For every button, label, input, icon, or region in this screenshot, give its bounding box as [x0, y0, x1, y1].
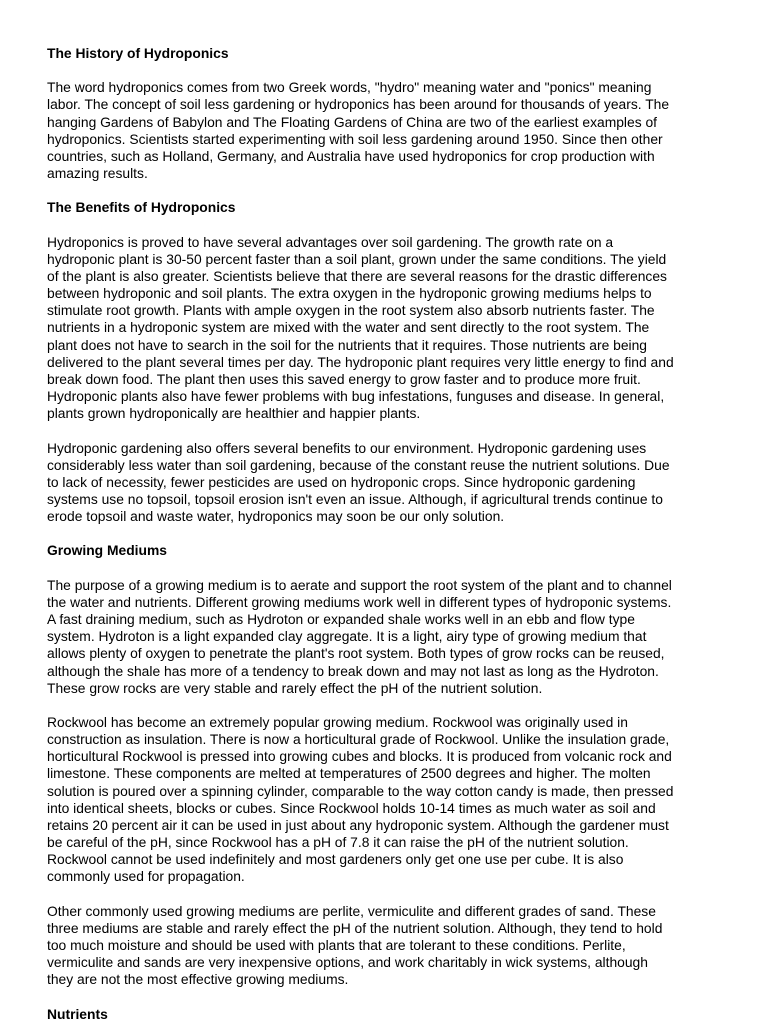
text-line: vermiculite and sands are very inexpensive options, and work charitably in wick systems, although: [47, 954, 648, 971]
text-line: Other commonly used growing mediums are perlite, vermiculite and different grades of sand. These: [47, 902, 656, 919]
text-line: nutrients in a hydroponic system are mixed with the water and sent directly to the root system. The: [47, 319, 650, 336]
text-line: The word hydroponics comes from two Greek words, "hydro" meaning water and "ponics" meaning: [47, 79, 652, 96]
text-line: between hydroponic and soil plants. The extra oxygen in the hydroponic growing mediums helps to: [47, 285, 652, 302]
paragraph: [47, 440, 729, 526]
text-line: construction as insulation. There is now a horticultural grade of Rockwool. Unlike the insulation grade,: [47, 731, 670, 748]
section-nutrients: [47, 1006, 729, 1023]
text-line: limestone. These components are melted at temperatures of 2500 degrees and higher. The molten: [47, 765, 651, 782]
text-line: hydroponic plant is 30-50 percent faster than a soil plant, grown under the same conditions. The yield: [47, 250, 667, 267]
spacer: [47, 182, 729, 199]
text-line: of the plant is also greater. Scientists believe that there are several reasons for the drastic differences: [47, 267, 667, 284]
text-line: be careful of the pH, since Rockwool has a pH of 7.8 it can raise the pH of the nutrient solution.: [47, 834, 629, 851]
paragraph: [47, 79, 729, 182]
text-line: they are not the most effective growing mediums.: [47, 971, 349, 988]
text-line: allows plenty of oxygen to penetrate the plant's root system. Both types of grow rocks can be reused,: [47, 645, 665, 662]
section-heading: The Benefits of Hydroponics: [47, 199, 236, 216]
text-line: system. Hydroton is a light expanded clay aggregate. It is a light, airy type of growing medium that: [47, 628, 647, 645]
spacer: [47, 697, 729, 714]
section-history: [47, 45, 729, 199]
section-heading: The History of Hydroponics: [47, 45, 229, 61]
text-line: considerably less water than soil gardening, because of the constant reuse the nutrient solutions. Due: [47, 456, 670, 473]
text-line: systems use no topsoil, topsoil erosion isn't even an issue. Although, if agricultural trends continue to: [47, 491, 663, 507]
text-line: These grow rocks are very stable and rarely effect the pH of the nutrient solution.: [47, 679, 543, 696]
paragraph: [47, 714, 729, 886]
text-line: erode topsoil and waste water, hydroponics may soon be our only solution.: [47, 508, 505, 525]
text-line: Hydroponic gardening also offers several benefits to our environment. Hydroponic gardening uses: [47, 439, 647, 456]
text-line: retains 20 percent air it can be used in just about any hydroponic system. Although the gardener must: [47, 816, 669, 833]
text-line: solution is poured over a spinning cylinder, comparable to the way cotton candy is made, then pressed: [47, 782, 674, 799]
spacer: [47, 62, 729, 79]
spacer: [47, 422, 729, 439]
paragraph: [47, 577, 729, 697]
text-line: The purpose of a growing medium is to aerate and support the root system of the plant and to channel: [47, 576, 672, 593]
text-line: commonly used for propagation.: [47, 868, 245, 885]
section-growing-mediums: [47, 542, 729, 1005]
spacer: [47, 886, 729, 903]
text-line: delivered to the plant several times per day. The hydroponic plant requires very little energy to find and: [47, 353, 674, 370]
text-line: Rockwool cannot be used indefinitely and most gardeners only get one use per cube. It is also: [47, 851, 624, 868]
text-line: Rockwool has become an extremely popular growing medium. Rockwool was originally used in: [47, 713, 628, 730]
text-line: stimulate root growth. Plants with ample oxygen in the root system also absorb nutrients faster. The: [47, 302, 655, 319]
text-line: amazing results.: [47, 165, 148, 182]
text-line: horticultural Rockwool is pressed into growing cubes and blocks. It is produced from volcanic rock and: [47, 748, 672, 765]
section-benefits: [47, 199, 729, 542]
spacer: [47, 525, 729, 542]
paragraph: [47, 234, 729, 423]
text-line: to lack of necessity, fewer pesticides are used on hydroponic crops. Since hydroponic gardening: [47, 473, 636, 490]
text-line: A fast draining medium, such as Hydroton or expanded shale works well in an ebb and flow type: [47, 611, 635, 628]
text-line: countries, such as Holland, Germany, and Australia have used hydroponics for crop production with: [47, 147, 655, 164]
text-line: into identical sheets, blocks or cubes. Since Rockwool holds 10-14 times as much water as soil and: [47, 799, 656, 816]
paragraph: [47, 903, 729, 989]
text-line: Hydroponic plants also have fewer problems with bug infestations, funguses and disease. In general,: [47, 388, 665, 405]
section-heading: Growing Mediums: [47, 542, 167, 559]
spacer: [47, 560, 729, 577]
spacer: [47, 217, 729, 234]
text-line: plants grown hydroponically are healthier and happier plants.: [47, 405, 421, 422]
text-line: Hydroponics is proved to have several advantages over soil gardening. The growth rate on a: [47, 233, 614, 250]
section-heading: Nutrients: [47, 1005, 108, 1022]
text-line: hanging Gardens of Babylon and The Floating Gardens of China are two of the earliest examples of: [47, 113, 658, 130]
text-line: although the shale has more of a tendency to break down and may not last as long as the Hydroton.: [47, 662, 659, 679]
text-line: the water and nutrients. Different growing mediums work well in different types of hydroponic systems.: [47, 593, 672, 610]
text-line: break down food. The plant then uses this saved energy to grow faster and to produce more fruit.: [47, 370, 641, 387]
document-page: [47, 45, 729, 1023]
spacer: [47, 988, 729, 1005]
text-line: plant does not have to search in the soil for the nutrients that it requires. Those nutrients are being: [47, 336, 647, 353]
text-line: hydroponics. Scientists started experimenting with soil less gardening around 1950. Since then other: [47, 130, 663, 147]
text-line: three mediums are stable and rarely effect the pH of the nutrient solution. Although, they tend to hold: [47, 919, 663, 936]
text-line: labor. The concept of soil less gardening or hydroponics has been around for thousands of years. The: [47, 96, 670, 113]
text-line: too much moisture and should be used with plants that are tolerant to these conditions. Perlite,: [47, 937, 626, 953]
